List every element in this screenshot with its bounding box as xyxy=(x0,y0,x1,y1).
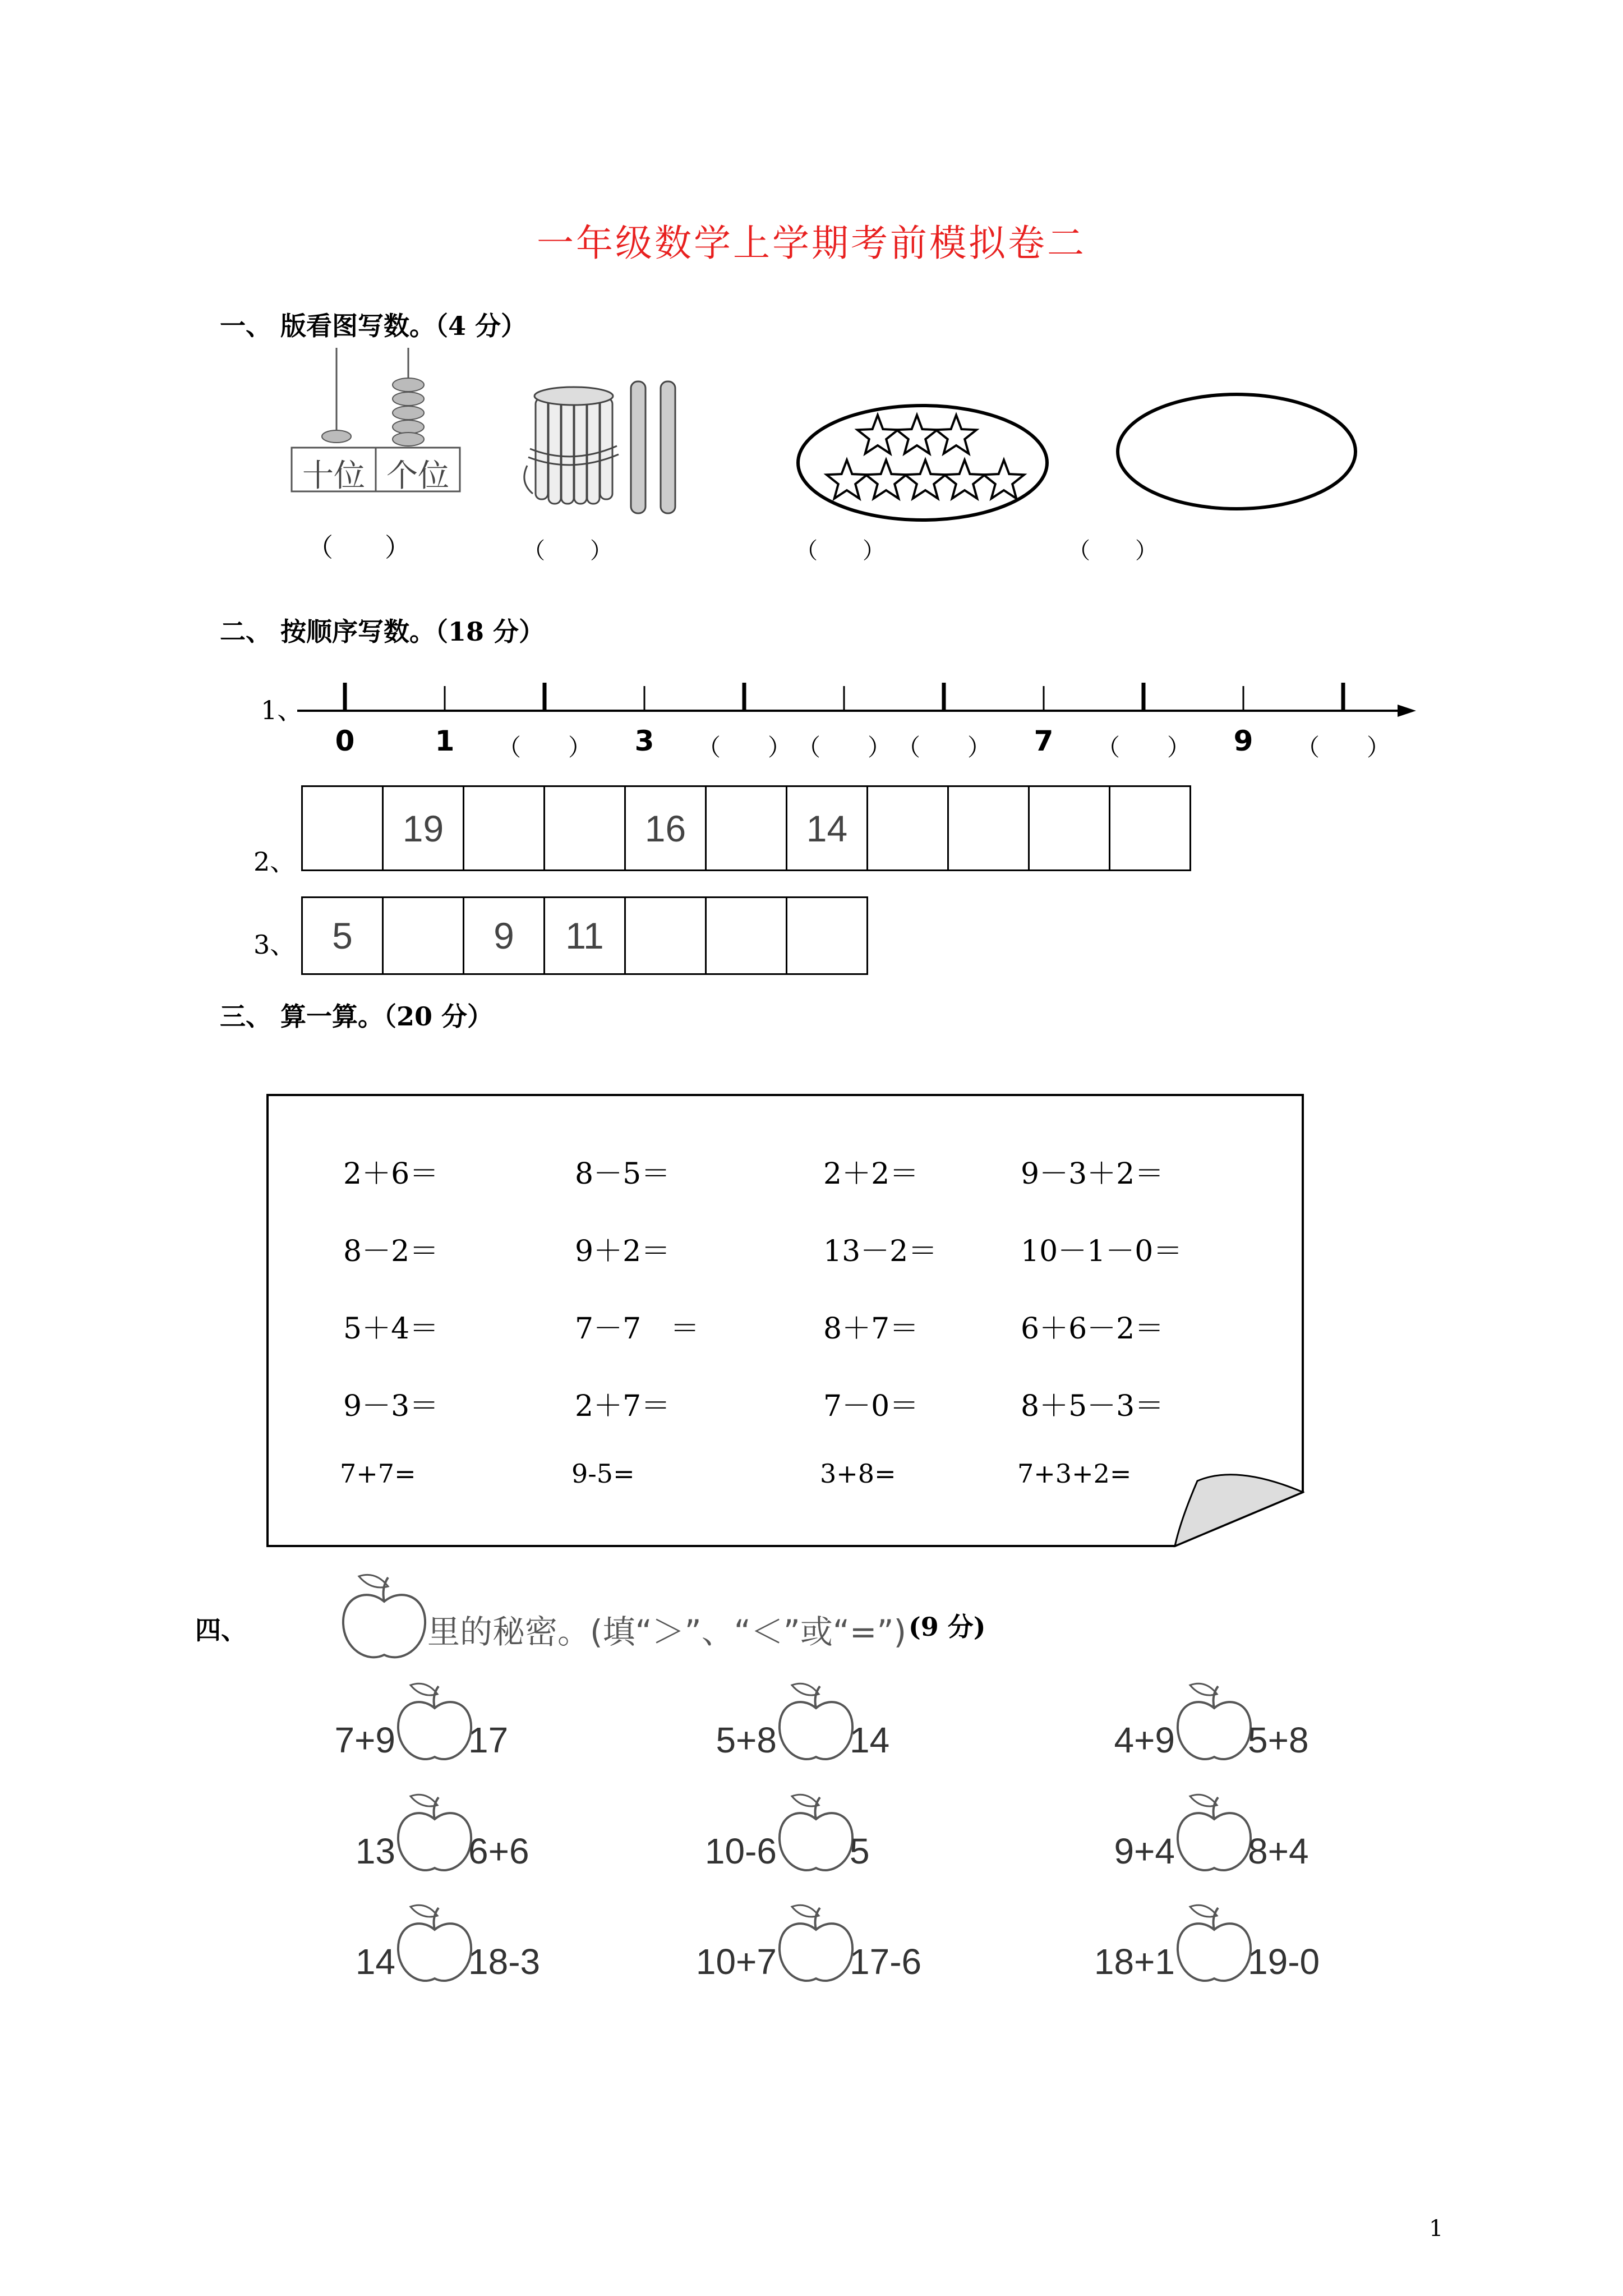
section-4-heading: 里的秘密。(填“＞”、“＜”或“=”) xyxy=(427,1613,907,1651)
compare-right-expression: 19-0 xyxy=(1248,1941,1320,1982)
apple-answer-icon[interactable] xyxy=(393,1794,477,1878)
sequence-cell: 9 xyxy=(463,896,545,975)
calc-expression[interactable]: 9－3＝ xyxy=(343,1389,439,1423)
number-line xyxy=(292,676,1419,721)
number-line-blank[interactable]: （ ） xyxy=(896,734,991,761)
star-icon xyxy=(897,415,937,454)
sequence-cell-blank[interactable] xyxy=(1028,785,1110,871)
sequence-cell-blank[interactable] xyxy=(947,785,1030,871)
sequence-cell-blank[interactable] xyxy=(382,896,464,975)
sequence-cell: 5 xyxy=(301,896,384,975)
apple-answer-icon[interactable] xyxy=(393,1683,477,1767)
star-icon xyxy=(827,460,867,499)
sequence-cell-blank[interactable] xyxy=(786,896,868,975)
number-line-label: 3 xyxy=(634,725,654,757)
sequence-cell: 11 xyxy=(543,896,626,975)
calc-expression[interactable]: 8－5＝ xyxy=(575,1157,671,1191)
calc-expression[interactable]: 3+8= xyxy=(820,1458,896,1489)
empty-oval-figure xyxy=(1116,393,1357,510)
sequence-cell-blank[interactable] xyxy=(705,896,787,975)
calc-expression[interactable]: 13－2＝ xyxy=(823,1235,938,1268)
sequence-cell-blank[interactable] xyxy=(543,785,626,871)
compare-left-expression: 9+4 xyxy=(1114,1831,1175,1871)
sequence-cell-blank[interactable] xyxy=(1109,785,1191,871)
compare-right-expression: 17-6 xyxy=(850,1941,922,1982)
stick-bundle-figure xyxy=(516,381,695,522)
number-line-blank[interactable]: （ ） xyxy=(1295,734,1390,761)
calc-expression[interactable]: 9＋2＝ xyxy=(575,1235,671,1268)
calc-expression[interactable]: 7+7= xyxy=(340,1458,416,1489)
star-icon xyxy=(984,460,1024,499)
calc-expression[interactable]: 9－3＋2＝ xyxy=(1021,1157,1164,1191)
compare-left-expression: 13 xyxy=(355,1831,395,1871)
compare-left-expression: 10-6 xyxy=(704,1831,777,1871)
apple-answer-icon[interactable] xyxy=(774,1904,858,1989)
sequence-cell-blank[interactable] xyxy=(463,785,545,871)
sequence-cell-blank[interactable] xyxy=(866,785,949,871)
star-icon xyxy=(866,460,906,499)
page-title: 一年级数学上学期考前模拟卷二 xyxy=(537,222,1086,265)
section-4-score: (9 分) xyxy=(909,1612,986,1642)
q1-label: 1、 xyxy=(261,695,303,725)
calc-expression[interactable]: 7+3+2= xyxy=(1017,1458,1132,1489)
compare-left-expression: 10+7 xyxy=(695,1941,777,1982)
abacus-tens-label: 十位 xyxy=(302,458,365,494)
number-line-label: 0 xyxy=(335,725,355,757)
stars-oval-figure xyxy=(796,404,1049,522)
apple-answer-icon[interactable] xyxy=(1172,1683,1256,1767)
answer-blank-4[interactable]: （ ） xyxy=(1068,538,1158,564)
compare-right-expression: 5+8 xyxy=(1248,1720,1309,1760)
compare-right-expression: 6+6 xyxy=(468,1831,529,1871)
compare-left-expression: 5+8 xyxy=(716,1720,777,1760)
number-line-label: 9 xyxy=(1233,725,1253,757)
q3-label: 3、 xyxy=(253,930,296,960)
compare-left-expression: 4+9 xyxy=(1114,1720,1175,1760)
sequence-cell: 14 xyxy=(786,785,868,871)
calc-expression[interactable]: 7－7 ＝ xyxy=(575,1312,700,1346)
sequence-cell: 16 xyxy=(624,785,707,871)
section-1-heading: 一、 版看图写数。（4 分） xyxy=(220,311,527,341)
number-line-blank[interactable]: （ ） xyxy=(1096,734,1191,761)
number-line-label: 1 xyxy=(435,725,455,757)
apple-answer-icon[interactable] xyxy=(393,1904,477,1989)
calc-expression[interactable]: 8＋5－3＝ xyxy=(1021,1389,1164,1423)
number-line-blank[interactable]: （ ） xyxy=(497,734,592,761)
calc-expression[interactable]: 5＋4＝ xyxy=(343,1312,439,1346)
answer-blank-2[interactable]: （ ） xyxy=(523,538,612,564)
star-icon xyxy=(944,460,985,499)
section-3-heading: 三、 算一算。（20 分） xyxy=(220,1001,494,1032)
compare-right-expression: 18-3 xyxy=(468,1941,541,1982)
calc-expression[interactable]: 8－2＝ xyxy=(343,1235,439,1268)
number-line-label: 7 xyxy=(1034,725,1054,757)
answer-blank-1[interactable]: （ ） xyxy=(307,532,411,563)
calc-expression[interactable]: 2＋2＝ xyxy=(823,1157,919,1191)
calc-expression[interactable]: 2＋6＝ xyxy=(343,1157,439,1191)
compare-left-expression: 14 xyxy=(355,1941,395,1982)
apple-answer-icon[interactable] xyxy=(1172,1794,1256,1878)
sequence-cell-blank[interactable] xyxy=(301,785,384,871)
star-icon xyxy=(936,415,976,454)
star-icon xyxy=(905,460,946,499)
apple-answer-icon[interactable] xyxy=(774,1683,858,1767)
compare-left-expression: 7+9 xyxy=(334,1720,395,1760)
apple-icon xyxy=(336,1571,432,1666)
calc-expression[interactable]: 2＋7＝ xyxy=(575,1389,671,1423)
compare-left-expression: 18+1 xyxy=(1094,1941,1175,1982)
calc-expression[interactable]: 8＋7＝ xyxy=(823,1312,919,1346)
q2-label: 2、 xyxy=(253,846,296,877)
compare-right-expression: 8+4 xyxy=(1248,1831,1309,1871)
apple-answer-icon[interactable] xyxy=(774,1794,858,1878)
page-number: 1 xyxy=(1429,2216,1444,2242)
apple-answer-icon[interactable] xyxy=(1172,1904,1256,1989)
sequence-cell: 19 xyxy=(382,785,464,871)
sequence-cell-blank[interactable] xyxy=(705,785,787,871)
compare-right-expression: 14 xyxy=(850,1720,890,1760)
abacus-ones-label: 个位 xyxy=(386,458,449,494)
answer-blank-3[interactable]: （ ） xyxy=(795,538,885,564)
section-4-prefix: 四、 xyxy=(195,1615,247,1645)
compare-right-expression: 17 xyxy=(468,1720,509,1760)
compare-right-expression: 5 xyxy=(850,1831,870,1871)
section-2-heading: 二、 按顺序写数。（18 分） xyxy=(220,616,545,647)
star-icon xyxy=(857,415,898,454)
calc-expression[interactable]: 9-5= xyxy=(571,1458,635,1489)
calc-expression[interactable]: 6＋6－2＝ xyxy=(1021,1312,1164,1346)
number-line-blank[interactable]: （ ） xyxy=(697,734,791,761)
calc-expression[interactable]: 10－1－0＝ xyxy=(1021,1235,1183,1268)
calc-expression[interactable]: 7－0＝ xyxy=(823,1389,919,1423)
number-line-blank[interactable]: （ ） xyxy=(796,734,891,761)
sequence-cell-blank[interactable] xyxy=(624,896,707,975)
